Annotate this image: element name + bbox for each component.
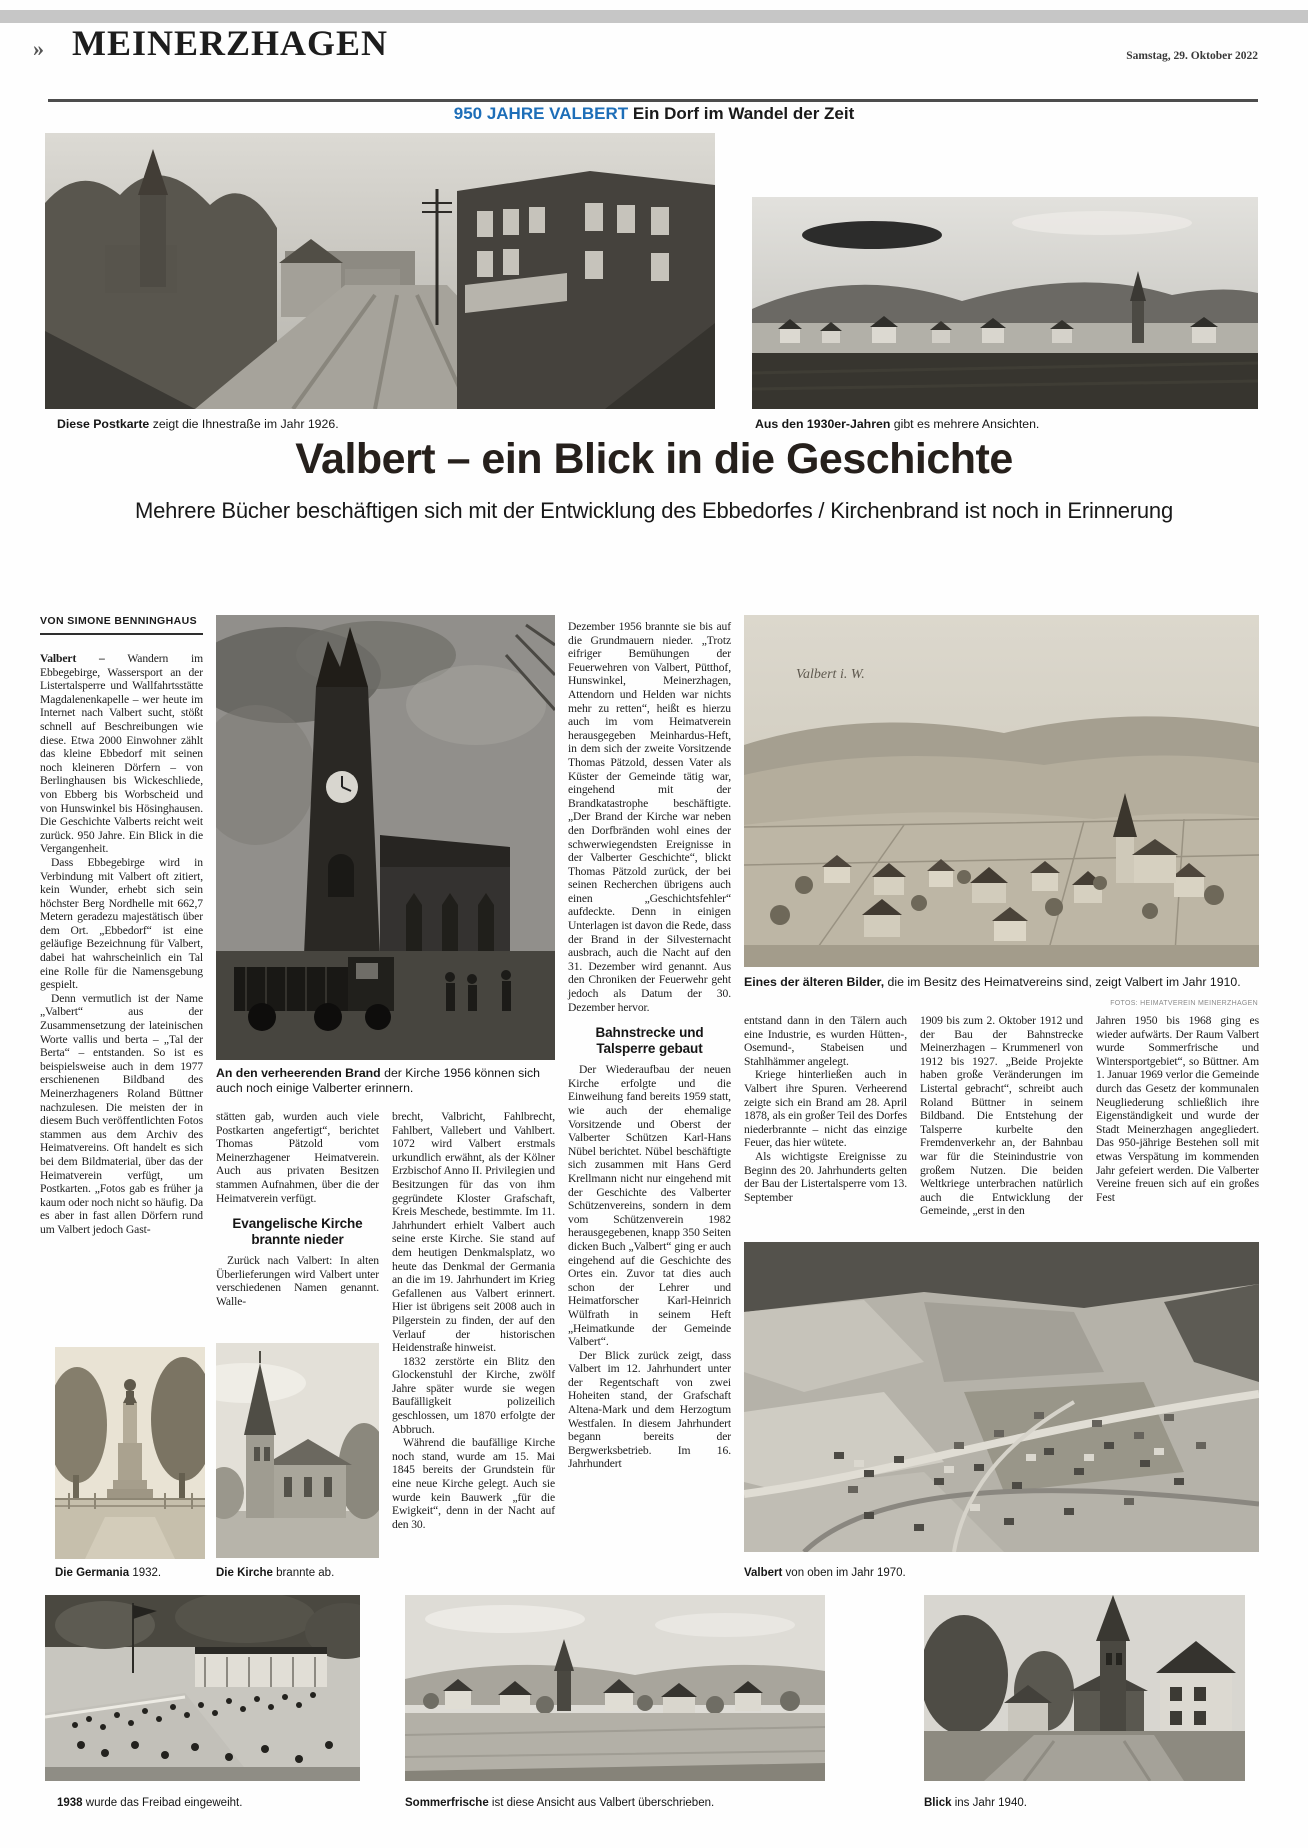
paragraph-lead: Valbert –: [40, 652, 128, 665]
issue-date: Samstag, 29. Oktober 2022: [1126, 50, 1258, 62]
caption-lead: Die Germania: [55, 1567, 130, 1579]
byline-block: [40, 615, 203, 635]
photo-blick-1940-image: [924, 1595, 1245, 1781]
section-mark: »: [33, 36, 44, 61]
kicker-line: [0, 104, 1308, 124]
caption-freibad: [57, 1796, 357, 1810]
caption-alte-kirche: [216, 1566, 379, 1580]
article-paragraph: 1832 zerstörte ein Blitz den Glockenstuhl der Kirche, zwölf Jahre später wurde sie wegen Baufälligkeit polizeilich geschlossen, um 1870 erfolgte der Abbruch.: [392, 1354, 555, 1436]
photo-1930er-ansicht: [752, 197, 1258, 409]
caption-rest: die im Besitz des Heimatvereins sind, zeigt Valbert im Jahr 1910.: [884, 975, 1241, 989]
photo-credit: FOTOS: HEIMATVEREIN MEINERZHAGEN: [1110, 1000, 1258, 1007]
caption-1930er: [755, 417, 1255, 432]
paragraph-text: Wandern im Ebbegebirge, Wassersport an der Listertalsperre und Wallfahrtsstätte Magdalenenkapelle – wer heute im Internet nach Valbert sucht, stößt schnell auf Beschreibungen wie diese. Etwa 2000 Einwohner zählt das kleine Ebbedorf mit seinen noch kleineren Dörfern – von Berlinghausen bis Wickeschliede, von Ebberg bis Worbscheid und von Hunswinkel bis Hösinghausen. Die Geschichte Valberts reicht weit zurück. 950 Jahre. Ein Blick in die Vergangenheit.: [40, 652, 203, 856]
article-paragraph: Dass Ebbegebirge wird in Verbindung mit Valbert oft zitiert, kein Wunder, erhebt sich sein höchster Berg Nordhelle mit 662,7 Metern geradezu majestätisch über dem Ort. „Ebbedorf“ ist eine geläufige Bezeichnung für Valbert, dabei hat wahrscheinlich ein Tal eine Rolle für die Namensgebung gespielt.: [40, 855, 203, 992]
caption-rest: ins Jahr 1940.: [951, 1797, 1027, 1809]
photo-valbert-1910: [744, 615, 1259, 967]
article-paragraph: Der Blick zurück zeigt, dass Valbert im 12. Jahrhundert unter der Regentschaft von zwei Hoheiten stand, der Grafschaft Altena-Mark und dem Herzogtum Westfalen. In diesem Jahrhundert begann bereits der Bergwerksbetrieb. Im 16. Jahrhundert: [568, 1348, 731, 1471]
caption-sommerfrische: [405, 1796, 825, 1810]
photo-1930er-ansicht-image: [752, 197, 1258, 409]
article-paragraph: Kriege hinterließen auch in Valbert ihre Spuren. Verheerend zeigte sich ein Brand am 28. April 1878, als ein großer Teil des Dorfes niederbrannte – nicht das einzige Feuer, das hier wütete.: [744, 1068, 907, 1150]
caption-lead: 1938: [57, 1797, 83, 1809]
photo-germania-1932-image: [55, 1347, 205, 1559]
caption-lead: Sommerfrische: [405, 1797, 489, 1809]
article-paragraph: brecht, Valbricht, Fahlbrecht, Fahlbert, Vallebert und Vahlbert. 1072 wird Valbert erstmals urkundlich erwähnt, als der Kölner Erzbischof Anno II. Privilegien und Besitzungen für das von ihm gegründete Kloster Grafschaft, Kreis Meschede, bestimmte. Im 11. Jahrhundert erhielt Valbert auch seine erste Kirche. Sie stand auf dem heutigen Denkmalsplatz, wo heute das Denkmal der Germania an die im 19. Jahrhundert im Krieg Gefallenen aus Valbert erinnert. Hier ist übrigens seit 2008 auch in Pilgerstein zu finden, der auf den Verlauf der historischen Heidenstraße hinweist.: [392, 1110, 555, 1355]
caption-rest: zeigt die Ihnestraße im Jahr 1926.: [149, 417, 339, 431]
caption-lead: Diese Postkarte: [57, 417, 150, 431]
article-crosshead: Evangelische Kirche brannte nieder: [232, 1216, 363, 1247]
photo-ihnestrasse-1926-image: [45, 133, 715, 409]
photo-freibad-1938: [45, 1595, 360, 1781]
photo-freibad-1938-image: [45, 1595, 360, 1781]
caption-germania: [55, 1566, 215, 1580]
photo-alte-kirche: [216, 1343, 379, 1558]
article-paragraph: Dezember 1956 brannte sie bis auf die Grundmauern nieder. „Trotz eifriger Bemühungen der Feuerwehren von Valbert, Pütthof, Hunswinkel, Meinerzhagen, Attendorn und Helden war nichts mehr zu retten“, heißt es hierzu auch im vom Heimatverein herausgegeben Meinhardus-Heft, in dem sich der zweite Vorsitzende Thomas Pätzold, dessen Vater als Küster der Gemeinde tätig war, eingehend mit der Brandkatastrophe beschäftigte. „Der Brand der Kirche war neben den Dorfbränden wohl eines der schwerwiegendsten Ereignisse in der Valberter Geschichte“, blickt Thomas Pätzold zurück, der bei seinen Recherchen übrigens auch einen „Geschichtsfehler“ aufdeckte. Denn in einigen Unterlagen ist davon die Rede, dass der Brand in der Silvesternacht ausbrach, auch die Nacht auf den 31. Dezember wird genannt. Aus den Chroniken der Feuerwehr geht jedoch als Datum der 30. Dezember hervor.: [568, 620, 731, 1014]
photo-handwritten-label: Valbert i. W.: [796, 667, 865, 682]
article-column-4: [568, 620, 731, 1471]
caption-ihnestrasse: [57, 417, 707, 432]
caption-rest: von oben im Jahr 1970.: [782, 1567, 906, 1579]
caption-lead: Aus den 1930er-Jahren: [755, 417, 891, 431]
article-paragraph: Der Wiederaufbau der neuen Kirche erfolgte und die Einweihung fand bereits 1959 statt, wie auch der ehemalige Vorsitzende und Oberst der Valberter Schützen Karl-Hans Nübel berichtet. Nübel beschäftigte sich zusammen mit Hans Gerd Krellmann nicht nur eingehend mit der Geschichte des Valberter Schützenvereins, sondern in dem vom Schützenverein 1982 herausgegebenen, knapp 350 Seiten dicken Buch „Valbert“ ging er auch eingehend auf die Geschichte des Ortes ein. Zuvor tat dies auch schon der Lehrer und Heimatforscher Karl-Heinrich Wülfrath in seinem Heft „Heimatkunde der Gemeinde Valbert“.: [568, 1063, 731, 1349]
byline-rule: [40, 633, 203, 635]
article-column-2: [216, 1110, 379, 1309]
article-paragraph: Während die baufällige Kirche noch stand, wurde am 15. Mai 1845 bereits der Grundstein für eine neue Kirche gelegt. Auch sie wurde kein Bauwerk „für die Ewigkeit“, denn in der Nacht auf den 30.: [392, 1436, 555, 1531]
article-crosshead: Bahnstrecke und Talsperre gebaut: [595, 1025, 704, 1056]
article-column-7: [1096, 1014, 1259, 1204]
article-paragraph: 1909 bis zum 2. Oktober 1912 und der Bau der Bahnstrecke Meinerzhagen – Krummenerl von 1912 bis 1927. „Beide Projekte haben große Veränderungen im Listertal gebracht“, schreibt auch Roland Büttner in seinem Bildband. Die Entstehung der Talsperre kurbelte den Fremdenverkehr an, der Bahnbau war für die Steinindustrie von großem Nutzen. Die beiden Weltkriege unterbrachen natürlich auch die Entwicklung der Gemeinde, „erst in den: [920, 1014, 1083, 1218]
article-paragraph: Zurück nach Valbert: In alten Überlieferungen wird Valbert unter verschiedenen Namen genannt. Walle-: [216, 1254, 379, 1308]
photo-kirchenbrand-1956-image: [216, 615, 555, 1060]
article-column-6: [920, 1014, 1083, 1218]
caption-rest: wurde das Freibad eingeweiht.: [82, 1797, 243, 1809]
article-subheadline: Mehrere Bücher beschäftigen sich mit der Entwicklung des Ebbedorfes / Kirchenbrand ist noch in Erinnerung: [134, 498, 1174, 523]
masthead-rule: [48, 99, 1258, 102]
article-paragraph: entstand dann in den Tälern auch eine Industrie, es wurden Hütten-, Osemund-, Stabeisen und Stahlhämmer angelegt.: [744, 1014, 907, 1068]
photo-germania-1932: [55, 1347, 205, 1559]
photo-blick-1940: [924, 1595, 1245, 1781]
caption-lead: An den verheerenden Brand: [216, 1066, 381, 1080]
photo-sommerfrische: [405, 1595, 825, 1781]
caption-lead: Eines der älteren Bilder,: [744, 975, 885, 989]
article-column-1: [40, 652, 203, 1237]
caption-lead: Blick: [924, 1797, 952, 1809]
caption-luftbild-1970: [744, 1566, 1244, 1580]
kicker-highlight: 950 JAHRE VALBERT: [453, 104, 629, 123]
article-column-5: [744, 1014, 907, 1204]
kicker-rest: Ein Dorf im Wandel der Zeit: [632, 104, 855, 123]
caption-kirchenbrand: [216, 1066, 555, 1096]
caption-rest: brannte ab.: [272, 1567, 335, 1579]
article-paragraph: Jahren 1950 bis 1968 ging es wieder aufwärts. Der Raum Valbert wurde Sommerfrische und Wintersportgebiet“, so Büttner. Am 1. Januar 1969 verlor die Gemeinde durch das Gesetz der kommunalen Neugliederung schließlich ihre Eigenständigkeit und wurde der Stadt Meinerzhagen angegliedert. Das 950-jährige Bestehen soll mit etwas Verspätung im kommenden Jahr gefeiert werden. Die Valberter Vereine freuen sich auf ein großes Fest: [1096, 1014, 1259, 1204]
photo-alte-kirche-image: [216, 1343, 379, 1558]
photo-sommerfrische-image: [405, 1595, 825, 1781]
photo-valbert-luftbild-1970: [744, 1242, 1259, 1552]
article-column-3: [392, 1110, 555, 1531]
caption-blick-1940: [924, 1796, 1244, 1810]
photo-kirchenbrand-1956: [216, 615, 555, 1060]
article-paragraph: [40, 652, 203, 856]
article-paragraph: Als wichtigste Ereignisse zu Beginn des 20. Jahrhunderts gelten der Bau der Listertalsperre vom 13. September: [744, 1149, 907, 1204]
caption-lead: Valbert: [744, 1567, 783, 1579]
caption-rest: der Kirche 1956 können sich auch noch einige Valberter erinnern.: [216, 1066, 540, 1095]
caption-rest: ist diese Ansicht aus Valbert überschrieben.: [488, 1797, 715, 1809]
byline: VON SIMONE BENNINGHAUS: [40, 615, 197, 627]
article-paragraph: Denn vermutlich ist der Name „Valbert“ aus der Zusammensetzung der lateinischen Worte vallis und berta – „Tal der Berta“ – entstanden. So ist es beispielsweise auch in dem 1977 erschienenen Bildband des Meinerzhageners Roland Büttner nachzulesen. Die meisten der in diesem Buch veröffentlichten Fotos stammen aus dem Archiv des Heimatvereins. Oft handelt es sich bei dem Bildmaterial, über das der Heimatverein verfügt, um Postkarten. „Fotos gab es früher ja kaum oder noch nicht so häufig. Da es aber in fast allen Dörfern rund um Valbert jedoch Gast-: [40, 991, 203, 1236]
section-title: MEINERZHAGEN: [72, 23, 389, 63]
caption-lead: Die Kirche: [216, 1567, 273, 1579]
caption-rest: 1932.: [129, 1567, 162, 1579]
caption-valbert-1910: [744, 975, 1244, 990]
caption-rest: gibt es mehrere Ansichten.: [890, 417, 1040, 431]
article-paragraph: stätten gab, wurden auch viele Postkarten angefertigt“, berichtet Thomas Pätzold vom Meinerzhagener Heimatverein. Auch aus privaten Besitzen stammen Aufnahmen, über die der Heimatverein verfügt.: [216, 1110, 379, 1205]
photo-valbert-luftbild-1970-image: [744, 1242, 1259, 1552]
article-headline: Valbert – ein Blick in die Geschichte: [295, 435, 1013, 483]
photo-ihnestrasse-1926: [45, 133, 715, 409]
